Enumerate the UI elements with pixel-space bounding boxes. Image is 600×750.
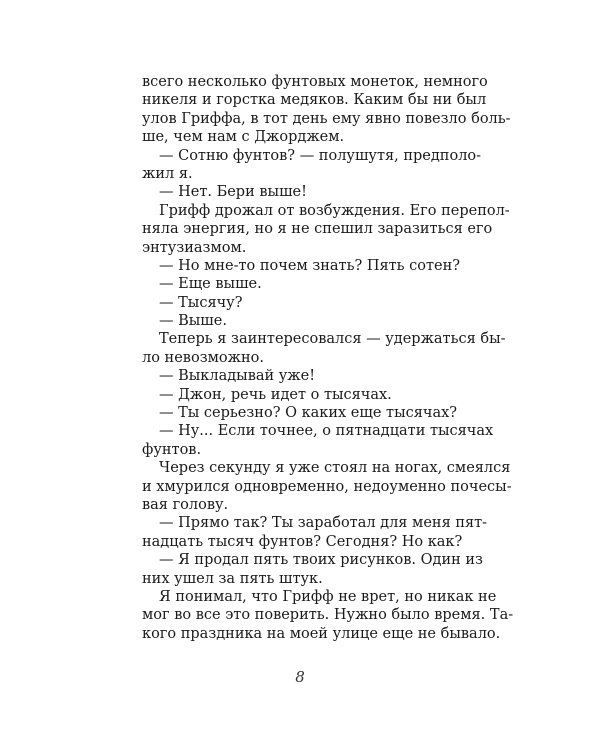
text-line: — Но мне-то почем знать? Пять сотен? [159, 257, 461, 274]
text-line: — Джон, речь идет о тысячах. [159, 386, 392, 403]
text-line: них ушел за пять штук. [142, 570, 323, 587]
text-line: — Прямо так? Ты заработал для меня пят- [159, 515, 488, 532]
text-line: вая голову. [142, 496, 229, 513]
text-line: и хмурился одновременно, недоуменно почесы- [142, 478, 512, 495]
text-line: кого праздника на моей улице еще не бывало. [142, 625, 501, 642]
text-line: ше, чем нам с Джорджем. [142, 129, 345, 146]
text-line: — Я продал пять твоих рисунков. Один из [159, 552, 483, 569]
text-line: всего несколько фунтовых монеток, немного [142, 74, 488, 90]
text-line: — Ну... Если точнее, о пятнадцати тысячах [159, 423, 494, 440]
text-line: — Сотню фунтов? — полушутя, предполо- [159, 147, 482, 164]
text-line: ло невозможно. [142, 349, 264, 366]
body-text [142, 73, 514, 643]
text-line: — Выкладывай уже! [159, 368, 316, 385]
page-number: 8 [295, 668, 305, 686]
text-line: жил я. [142, 165, 193, 182]
text-line: Теперь я заинтересовался — удержаться бы- [159, 331, 506, 348]
text-line: фунтов. [142, 441, 202, 458]
text-line: улов Гриффа, в тот день ему явно повезло боль- [142, 110, 511, 127]
text-line: энтузиазмом. [142, 239, 247, 256]
text-line: — Выше. [159, 313, 227, 330]
text-line: няла энергия, но я не спешил заразиться его [142, 221, 493, 238]
text-line: Через секунду я уже стоял на ногах, смеялся [159, 460, 511, 477]
text-line: никеля и горстка медяков. Каким бы ни был [142, 92, 487, 109]
text-line: надцать тысяч фунтов? Сегодня? Но как? [142, 533, 463, 550]
text-line: Грифф дрожал от возбуждения. Его перепол- [159, 202, 510, 219]
text-line: — Еще выше. [159, 276, 262, 293]
text-line: мог во все это поверить. Нужно было время. Та- [142, 607, 514, 624]
text-line: Я понимал, что Грифф не врет, но никак не [159, 588, 497, 605]
text-line: — Ты серьезно? О каких еще тысячах? [159, 405, 458, 422]
text-line: — Тысячу? [159, 294, 243, 311]
text-line: — Нет. Бери выше! [159, 184, 307, 201]
